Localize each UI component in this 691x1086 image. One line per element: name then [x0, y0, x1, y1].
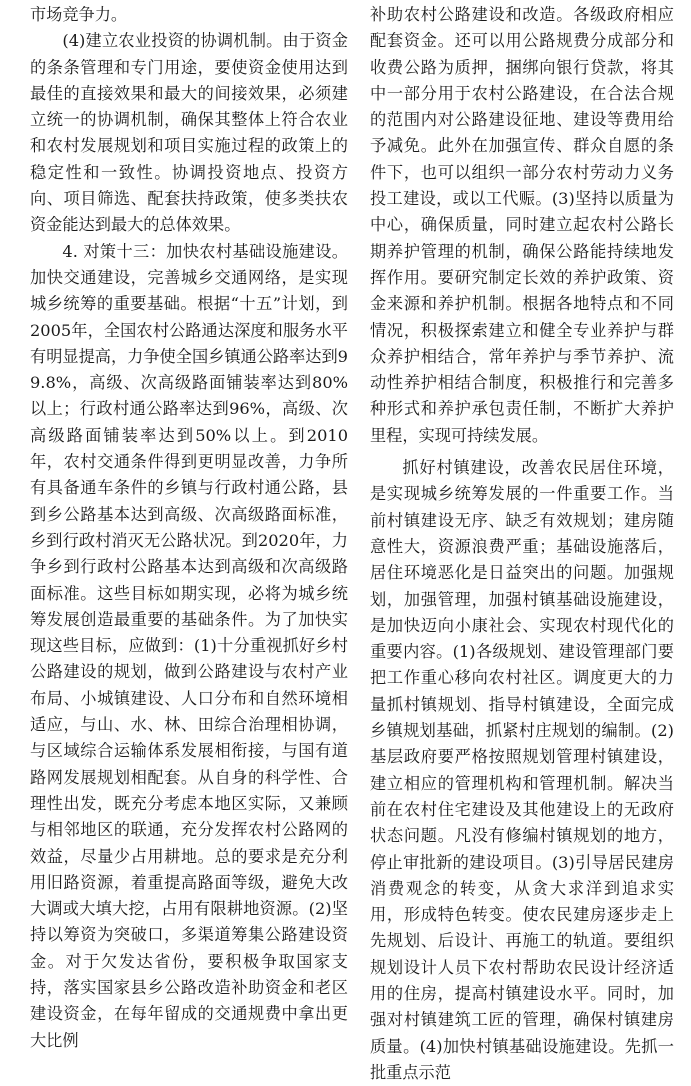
right-text-column	[370, 2, 674, 1086]
paragraph-village-construction: 抓好村镇建设，改善农民居住环境，是实现城乡统筹发展的一件重要工作。当前村镇建设无序、缺乏有效规划；建房随意性大，资源浪费严重；基础设施落后，居住环境恶化是日益突出的问题。加强规划，加强管理，加强村镇基础设施建设，是加快迈向小康社会、实现农村现代化的重要内容。(1)各级规划、建设管理部门要把工作重心移向农村社区。调度更大的力量抓村镇规划、指导村镇建设，全面完成乡镇规划基础，抓紧村庄规划的编制。(2)基层政府要严格按照规划管理村镇建设，建立相应的管理机构和管理机制。解决当前在农村住宅建设及其他建设上的无政府状态问题。凡没有修编村镇规划的地方，停止审批新的建设项目。(3)引导居民建房消费观念的转变，从贪大求洋到追求实用，形成特色转变。使农民建房逐步走上先规划、后设计、再施工的轨道。要组织规划设计人员下农村帮助农民设计经济适用的住房，提高村镇建设水平。同时，加强对村镇建筑工匠的管理，确保村镇建房质量。(4)加快村镇基础设施建设。先抓一批重点示范	[370, 458, 674, 1082]
left-text-column	[30, 2, 348, 1054]
paragraph-rural-infrastructure: 4. 对策十三：加快农村基础设施建设。加快交通建设，完善城乡交通网络，是实现城乡统筹的重要基础。根据“十五”计划，到2005年，全国农村公路通达深度和服务水平有明显提高，力争使全国乡镇通公路率达到99.8%，高级、次高级路面铺装率达到80%以上；行政村通公路率达到96%，高级、次高级路面铺装率达到50%以上。到2010年，农村交通条件得到更明显改善，力争所有具备通车条件的乡镇与行政村通公路，县到乡公路基本达到高级、次高级路面标准，乡到行政村消灭无公路状况。到2020年，力争乡到行政村公路基本达到高级和次高级路面标准。这些目标如期实现，必将为城乡统筹发展创造最重要的基础条件。为了加快实现这些目标，应做到：(1)十分重视抓好乡村公路建设的规划，做到公路建设与农村产业布局、小城镇建设、人口分布和自然环境相适应，与山、水、林、田综合治理相协调，与区域综合运输体系发展相衔接，与国有道路网发展规划相配套。从自身的科学性、合理性出发，既充分考虑本地区实际，又兼顾与相邻地区的联通，充分发挥农村公路网的效益，尽量少占用耕地。总的要求是充分利用旧路资源，着重提高路面等级，避免大改大调或大填大挖，占用有限耕地资源。(2)坚持以筹资为突破口，多渠道筹集公路建设资金。对于欠发达省份，要积极争取国家支持，落实国家县乡公路改造补助资金和老区建设资金，在每年留成的交通规费中拿出更大比例	[30, 241, 348, 1050]
paragraph-continuation: 市场竞争力。	[30, 5, 128, 24]
paragraph-road-funding: 补助农村公路建设和改造。各级政府相应配套资金。还可以用公路规费分成部分和收费公路为质押，捆绑向银行贷款，将其中一部分用于农村公路建设，在合法合规的范围内对公路建设征地、建设等费用给予减免。此外在加强宣传、群众自愿的条件下，也可以组织一部分农村劳动力义务投工建设，或以工代赈。(3)坚持以质量为中心，确保质量，同时建立起农村公路长期养护管理的机制，确保公路能持续地发挥作用。要研究制定长效的养护政策、资金来源和养护机制。根据各地特点和不同情况，积极探索建立和健全专业养护与群众养护相结合，常年养护与季节养护、流动性养护相结合制度，积极推行和完善多种形式和养护承包责任制，不断扩大养护里程，实现可持续发展。	[370, 5, 674, 445]
paragraph-coordination-mechanism: (4)建立农业投资的协调机制。由于资金的条条管理和专门用途，要使资金使用达到最佳的直接效果和最大的间接效果，必须建立统一的协调机制，确保其整体上符合农业和农村发展规划和项目实施过程的政策上的稳定性和一致性。协调投资地点、投资方向、项目筛选、配套扶持政策，使多类扶农资金能达到最大的总体效果。	[30, 31, 348, 235]
